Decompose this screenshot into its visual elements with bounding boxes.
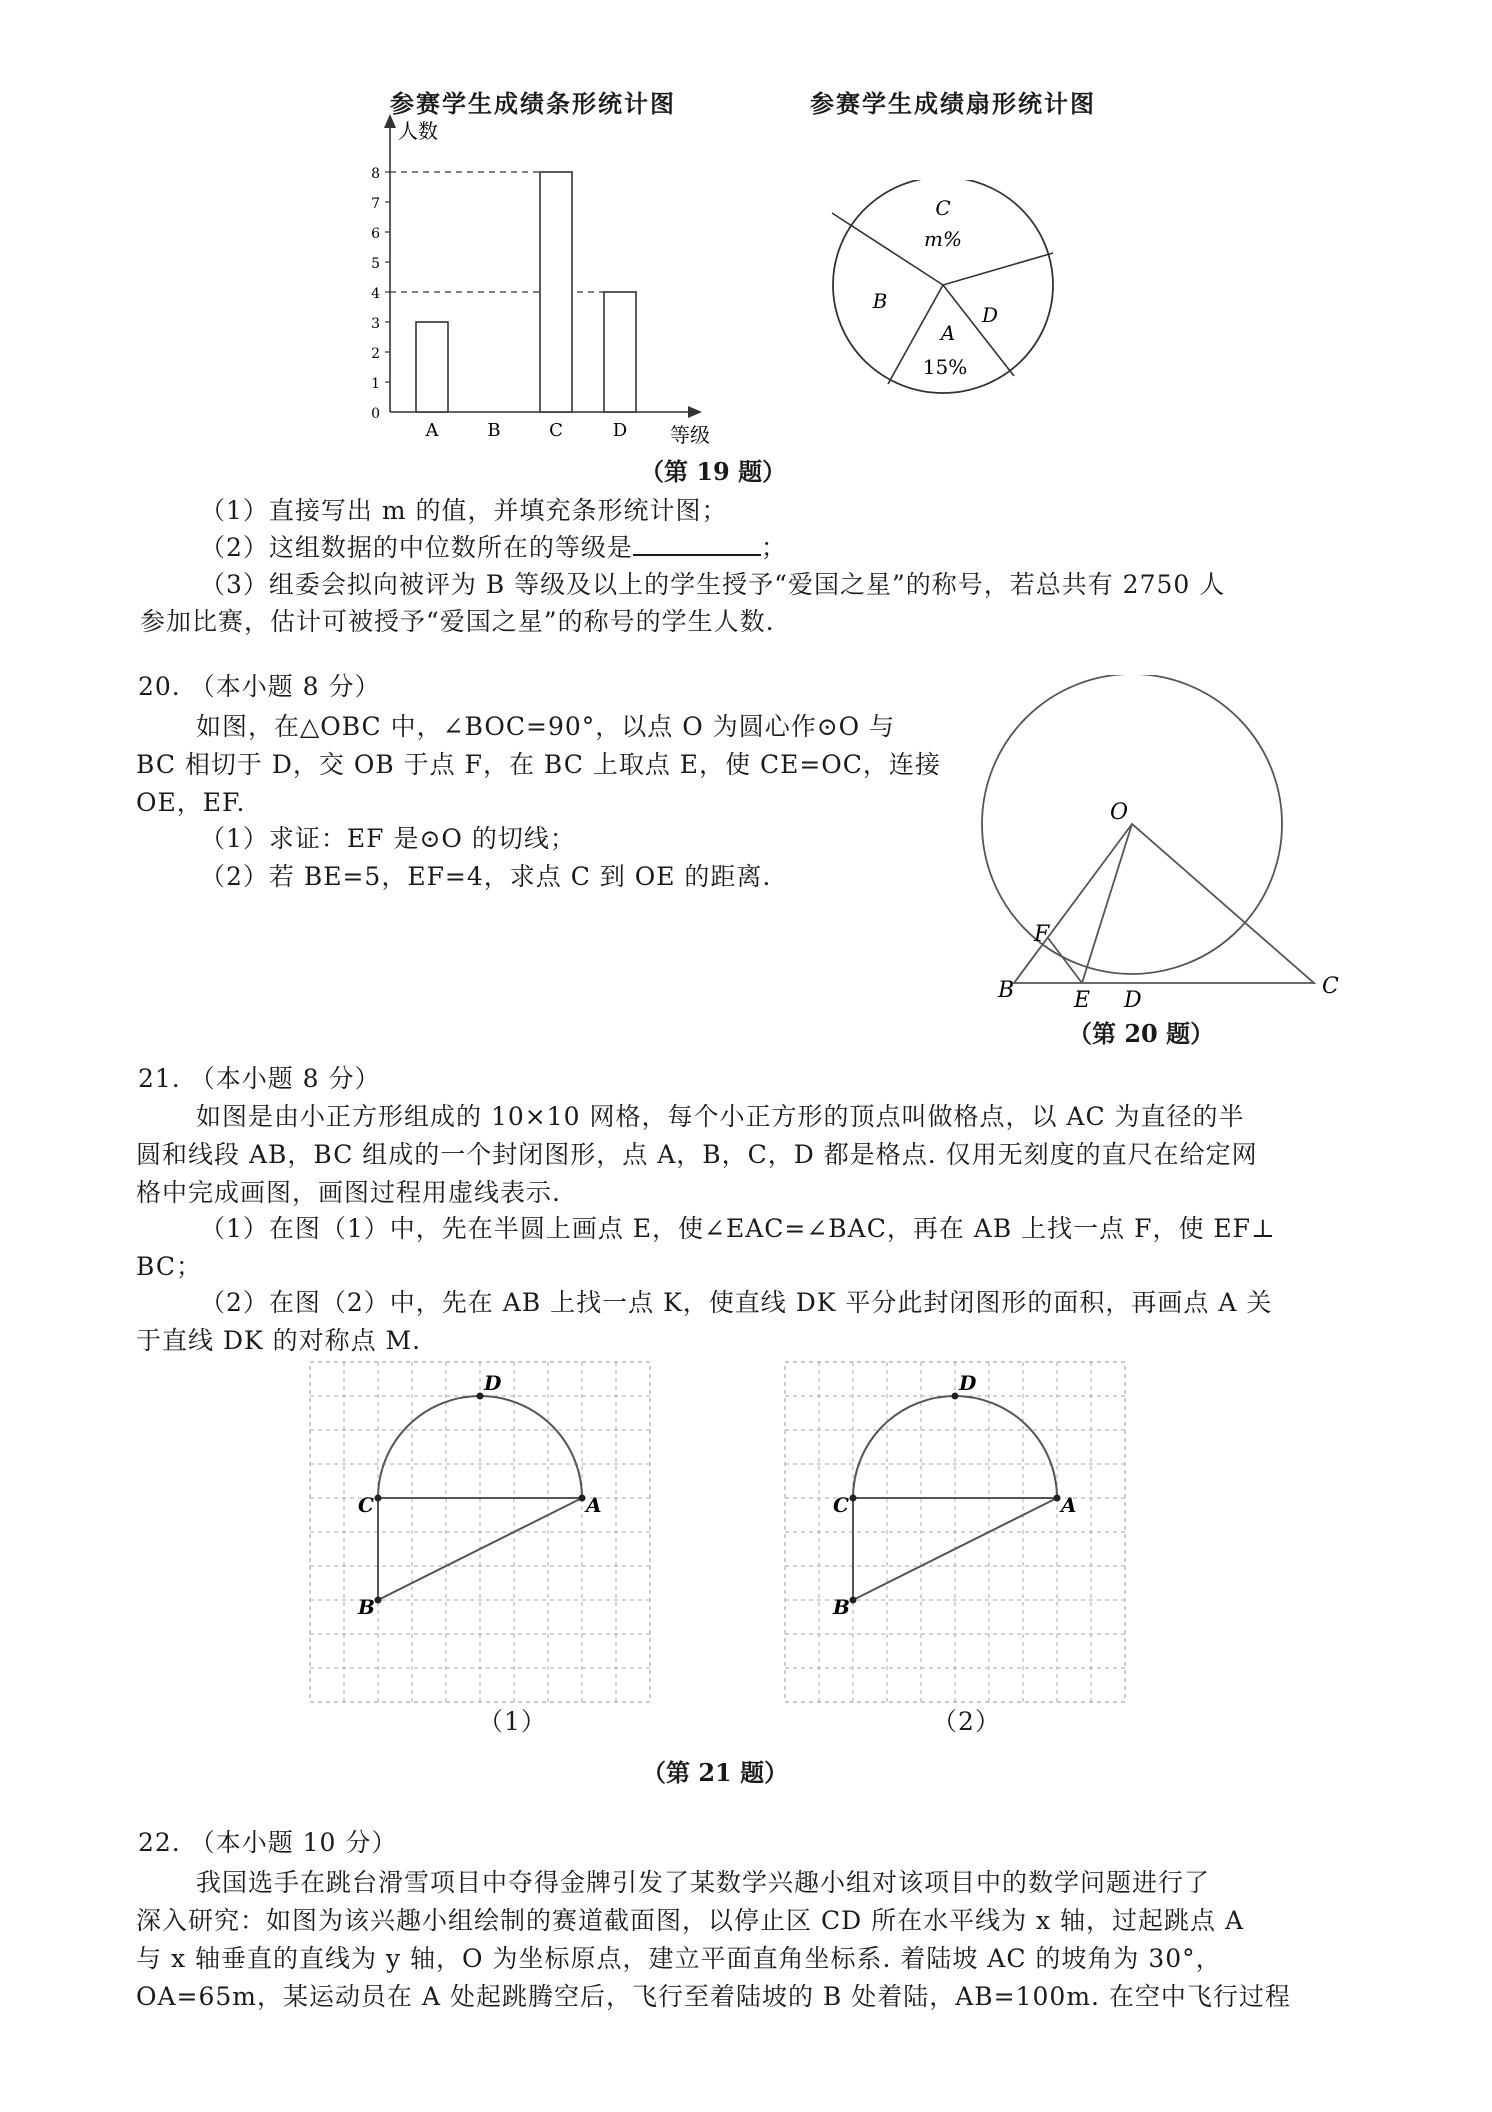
q20-line-4: （1）求证：EF 是⊙O 的切线； <box>200 824 576 853</box>
point-d <box>477 1393 484 1400</box>
y-axis-label: 人数 <box>398 119 438 143</box>
q20-heading: 20. （本小题 8 分） <box>138 672 381 701</box>
label-b: B <box>998 978 1015 1003</box>
label-a: A <box>1061 1493 1077 1517</box>
slice-value-C: m% <box>924 227 962 251</box>
q21-grid-2 <box>775 1352 1135 1712</box>
y-tick-label: 0 <box>371 406 380 422</box>
slice-label-A: A <box>940 321 956 345</box>
y-tick-label: 6 <box>371 226 380 242</box>
y-tick-label: 5 <box>371 256 380 272</box>
bar-D <box>604 292 636 412</box>
q20-caption: （第 20 题） <box>1068 1019 1215 1048</box>
label-b: B <box>358 1595 375 1619</box>
q20-line-2: BC 相切于 D，交 OB 于点 F，在 BC 上取点 E，使 CE=OC，连接 <box>136 750 941 779</box>
y-tick-label: 4 <box>371 286 380 302</box>
label-c: C <box>358 1493 374 1517</box>
q20-figure <box>960 675 1360 1015</box>
slice-value-A: 15% <box>922 355 968 379</box>
q21-line-3: 格中完成画图，画图过程用虚线表示. <box>136 1178 561 1207</box>
segment-ab <box>853 1498 1057 1600</box>
q19-caption: （第 19 题） <box>640 457 787 486</box>
label-d: D <box>1124 988 1142 1013</box>
point-a <box>1054 1495 1061 1502</box>
point-c <box>375 1495 382 1502</box>
q20-line-1: 如图，在△OBC 中，∠BOC=90°，以点 O 为圆心作⊙O 与 <box>196 712 896 741</box>
q19-item-2-end: ； <box>760 533 787 562</box>
y-tick-label: 1 <box>371 376 380 392</box>
q21-line-7: 于直线 DK 的对称点 M. <box>136 1326 422 1355</box>
segment-ef <box>1048 938 1082 983</box>
slice-label-D: D <box>981 303 999 327</box>
label-a: A <box>586 1493 602 1517</box>
label-e: E <box>1074 988 1091 1013</box>
category-label-A: A <box>425 420 439 441</box>
q22-line-1: 我国选手在跳台滑雪项目中夺得金牌引发了某数学兴趣小组对该项目中的数学问题进行了 <box>196 1868 1211 1897</box>
category-label-B: B <box>487 420 501 441</box>
label-c: C <box>833 1493 849 1517</box>
label-o: O <box>1110 800 1129 825</box>
y-tick-label: 8 <box>371 166 380 182</box>
category-label-D: D <box>612 420 628 441</box>
q21-line-4: （1）在图（1）中，先在半圆上画点 E，使∠EAC=∠BAC，再在 AB 上找一点 F，使 EF⊥ <box>200 1214 1276 1243</box>
q22-heading: 22. （本小题 10 分） <box>138 1828 398 1857</box>
y-axis-arrow <box>384 114 396 128</box>
q21-grid-1 <box>300 1352 660 1712</box>
q19-item-2-text: （2）这组数据的中位数所在的等级是 <box>200 533 633 562</box>
point-d <box>952 1393 959 1400</box>
bar-C <box>540 172 572 412</box>
q22-line-2: 深入研究：如图为该兴趣小组绘制的赛道截面图，以停止区 CD 所在水平线为 x 轴，过起跳点 A <box>136 1906 1245 1935</box>
label-b: B <box>833 1595 850 1619</box>
q19-item-1: （1）直接写出 m 的值，并填充条形统计图； <box>200 496 728 525</box>
q21-line-6: （2）在图（2）中，先在 AB 上找一点 K，使直线 DK 平分此封闭图形的面积，再画点 A 关 <box>200 1288 1273 1317</box>
answer-blank <box>633 532 761 556</box>
y-tick-label: 3 <box>371 316 380 332</box>
q21-fig2-label: （2） <box>932 1707 1001 1736</box>
q21-heading: 21. （本小题 8 分） <box>138 1064 381 1093</box>
q19-item-3: （3）组委会拟向被评为 B 等级及以上的学生授予“爱国之星”的称号，若总共有 2750 人 <box>200 570 1226 599</box>
q19-item-3-cont: 参加比赛，估计可被授予“爱国之星”的称号的学生人数. <box>140 607 775 636</box>
bar-A <box>416 322 448 412</box>
x-axis-label: 等级 <box>670 423 710 447</box>
y-tick-label: 7 <box>371 196 380 212</box>
bar-chart-title: 参赛学生成绩条形统计图 <box>390 89 676 118</box>
pie-chart-title: 参赛学生成绩扇形统计图 <box>810 89 1096 118</box>
label-d: D <box>484 1371 502 1395</box>
point-b <box>375 1597 382 1604</box>
slice-label-C: C <box>935 196 951 220</box>
triangle-obc <box>1014 824 1314 983</box>
point-a <box>579 1495 586 1502</box>
category-label-C: C <box>549 420 563 441</box>
pie-chart <box>820 180 1070 410</box>
x-axis-arrow <box>688 406 702 418</box>
q21-fig1-label: （1） <box>478 1707 547 1736</box>
bar-chart <box>360 112 720 452</box>
q19-item-2 <box>200 531 787 565</box>
q21-line-2: 圆和线段 AB，BC 组成的一个封闭图形，点 A，B，C，D 都是格点. 仅用无刻度的直尺在给定网 <box>136 1140 1258 1169</box>
q21-line-1: 如图是由小正方形组成的 10×10 网格，每个小正方形的顶点叫做格点，以 AC 为直径的半 <box>196 1102 1245 1131</box>
segment-ab <box>378 1498 582 1600</box>
label-f: F <box>1034 922 1050 947</box>
q22-line-3: 与 x 轴垂直的直线为 y 轴，O 为坐标原点，建立平面直角坐标系. 着陆坡 AC 的坡角为 30°， <box>136 1944 1222 1973</box>
q21-line-5: BC； <box>136 1252 202 1281</box>
segment-oe <box>1082 824 1132 983</box>
slice-label-B: B <box>872 289 888 313</box>
q21-caption: （第 21 题） <box>642 1758 789 1787</box>
point-c <box>850 1495 857 1502</box>
point-b <box>850 1597 857 1604</box>
y-tick-label: 2 <box>371 346 380 362</box>
label-d: D <box>959 1371 977 1395</box>
q20-line-3: OE，EF. <box>136 788 246 817</box>
q20-line-5: （2）若 BE=5，EF=4，求点 C 到 OE 的距离. <box>200 862 772 891</box>
label-c: C <box>1322 974 1339 999</box>
q22-line-4: OA=65m，某运动员在 A 处起跳腾空后，飞行至着陆坡的 B 处着陆，AB=100m. 在空中飞行过程 <box>136 1982 1291 2011</box>
